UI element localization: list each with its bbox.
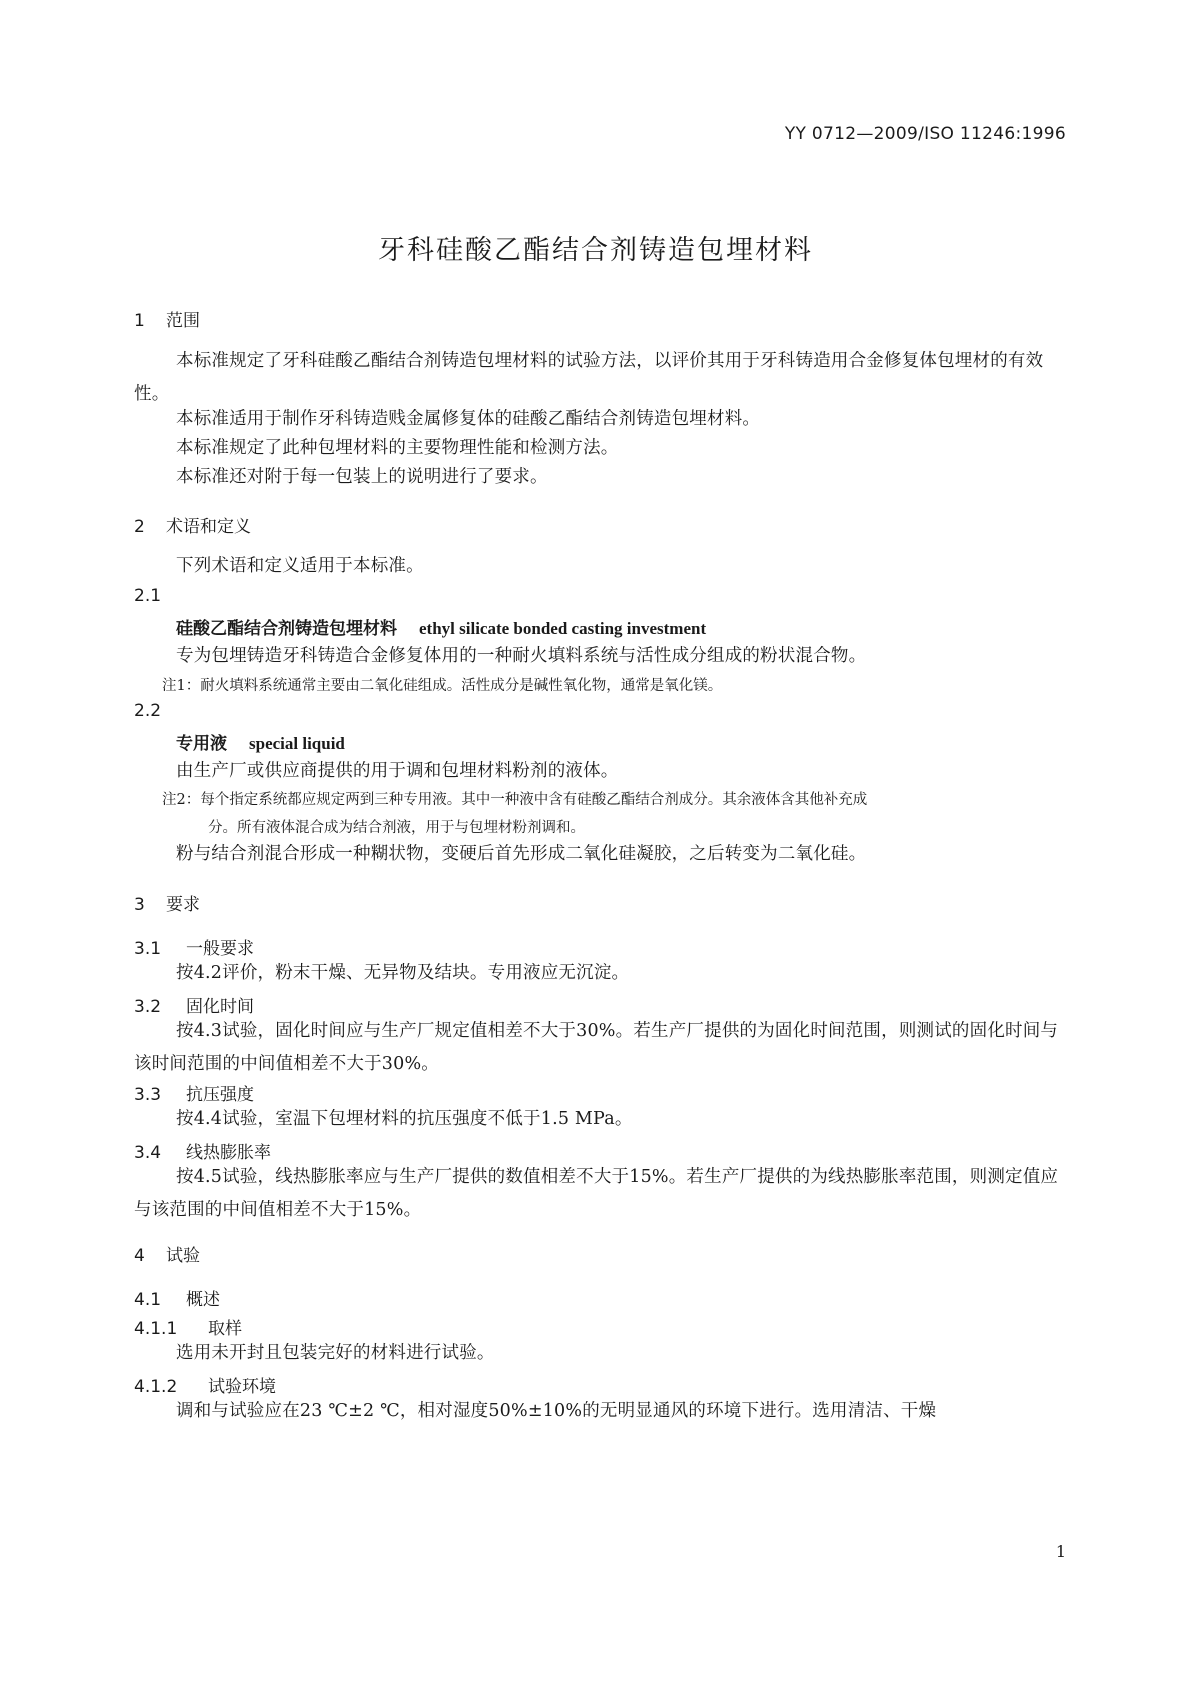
term-chinese: 专用液 bbox=[176, 734, 227, 754]
term-english: ethyl silicate bonded casting investment bbox=[419, 619, 707, 638]
clause-title: 一般要求 bbox=[186, 939, 254, 959]
note-line: 注2：每个指定系统都应规定两到三种专用液。其中一种液中含有硅酸乙酯结合剂成分。其余液体含其他补充成 bbox=[162, 792, 868, 808]
paragraph: 调和与试验应在23 ℃±2 ℃，相对湿度50%±10%的无明显通风的环境下进行。选用清洁、干燥 bbox=[176, 1401, 937, 1421]
paragraph: 本标准规定了此种包埋材料的主要物理性能和检测方法。 bbox=[176, 438, 619, 458]
clause-heading bbox=[134, 934, 254, 959]
clause-heading bbox=[134, 1138, 271, 1163]
term-chinese: 硅酸乙酯结合剂铸造包埋材料 bbox=[176, 619, 397, 639]
page-number: 1 bbox=[1055, 1542, 1066, 1561]
clause-number: 3.4 bbox=[134, 1143, 162, 1163]
clause-title: 固化时间 bbox=[186, 997, 254, 1017]
section-3-heading bbox=[134, 890, 200, 915]
section-4-heading bbox=[134, 1241, 200, 1266]
definition: 专为包埋铸造牙科铸造合金修复体用的一种耐火填料系统与活性成分组成的粉状混合物。 bbox=[176, 646, 867, 666]
paragraph: 粉与结合剂混合形成一种糊状物，变硬后首先形成二氧化硅凝胶，之后转变为二氧化硅。 bbox=[176, 844, 867, 864]
clause-number: 4.1.2 bbox=[134, 1377, 178, 1397]
clause-heading bbox=[134, 1080, 254, 1105]
clause-title: 抗压强度 bbox=[186, 1085, 254, 1105]
section-number: 2 bbox=[134, 517, 145, 537]
note: 注1：耐火填料系统通常主要由二氧化硅组成。活性成分是碱性氧化物，通常是氧化镁。 bbox=[162, 678, 723, 694]
clause-heading bbox=[134, 1285, 220, 1310]
paragraph: 按4.5试验，线热膨胀率应与生产厂提供的数值相差不大于15%。若生产厂提供的为线热膨胀率范围，则测定值应与该范围的中间值相差不大于15%。 bbox=[134, 1167, 1059, 1220]
paragraph: 本标准还对附于每一包装上的说明进行了要求。 bbox=[176, 467, 548, 487]
clause-title: 取样 bbox=[208, 1319, 242, 1339]
clause-heading bbox=[134, 992, 254, 1017]
section-1-heading bbox=[134, 306, 200, 331]
paragraph: 下列术语和定义适用于本标准。 bbox=[176, 556, 424, 576]
section-title: 术语和定义 bbox=[166, 517, 251, 537]
clause-number: 2.1 bbox=[134, 586, 162, 606]
clause-heading bbox=[134, 1372, 276, 1397]
clause-title: 概述 bbox=[186, 1290, 220, 1310]
clause-number: 3.1 bbox=[134, 939, 162, 959]
paragraph: 选用未开封且包装完好的材料进行试验。 bbox=[176, 1343, 495, 1363]
clause-number: 3.3 bbox=[134, 1085, 162, 1105]
definition: 由生产厂或供应商提供的用于调和包埋材料粉剂的液体。 bbox=[176, 761, 619, 781]
clause-title: 试验环境 bbox=[208, 1377, 276, 1397]
clause-number: 4.1.1 bbox=[134, 1319, 178, 1339]
document-title: 牙科硅酸乙酯结合剂铸造包埋材料 bbox=[378, 235, 813, 266]
clause-number: 3.2 bbox=[134, 997, 162, 1017]
note-line: 分。所有液体混合成为结合剂液，用于与包埋材粉剂调和。 bbox=[208, 820, 585, 836]
section-title: 要求 bbox=[166, 895, 200, 915]
paragraph: 本标准适用于制作牙科铸造贱金属修复体的硅酸乙酯结合剂铸造包埋材料。 bbox=[176, 409, 761, 429]
section-title: 试验 bbox=[166, 1246, 200, 1266]
section-number: 3 bbox=[134, 895, 145, 915]
clause-number: 4.1 bbox=[134, 1290, 162, 1310]
paragraph: 按4.3试验，固化时间应与生产厂规定值相差不大于30%。若生产厂提供的为固化时间范围，则测试的固化时间与该时间范围的中间值相差不大于30%。 bbox=[134, 1021, 1059, 1074]
standard-number: YY 0712—2009/ISO 11246:1996 bbox=[784, 124, 1066, 144]
paragraph: 按4.2评价，粉末干燥、无异物及结块。专用液应无沉淀。 bbox=[176, 963, 630, 983]
section-number: 4 bbox=[134, 1246, 145, 1266]
clause-heading bbox=[134, 1314, 242, 1339]
section-number: 1 bbox=[134, 311, 145, 331]
term-entry bbox=[176, 614, 706, 639]
term-english: special liquid bbox=[249, 734, 345, 753]
paragraph: 按4.4试验，室温下包埋材料的抗压强度不低于1.5 MPa。 bbox=[176, 1109, 633, 1129]
section-title: 范围 bbox=[166, 311, 200, 331]
clause-number: 2.2 bbox=[134, 701, 162, 721]
clause-title: 线热膨胀率 bbox=[186, 1143, 271, 1163]
term-entry bbox=[176, 729, 345, 754]
section-2-heading bbox=[134, 512, 251, 537]
paragraph: 本标准规定了牙科硅酸乙酯结合剂铸造包埋材料的试验方法，以评价其用于牙科铸造用合金修复体包埋材的有效性。 bbox=[134, 351, 1044, 404]
